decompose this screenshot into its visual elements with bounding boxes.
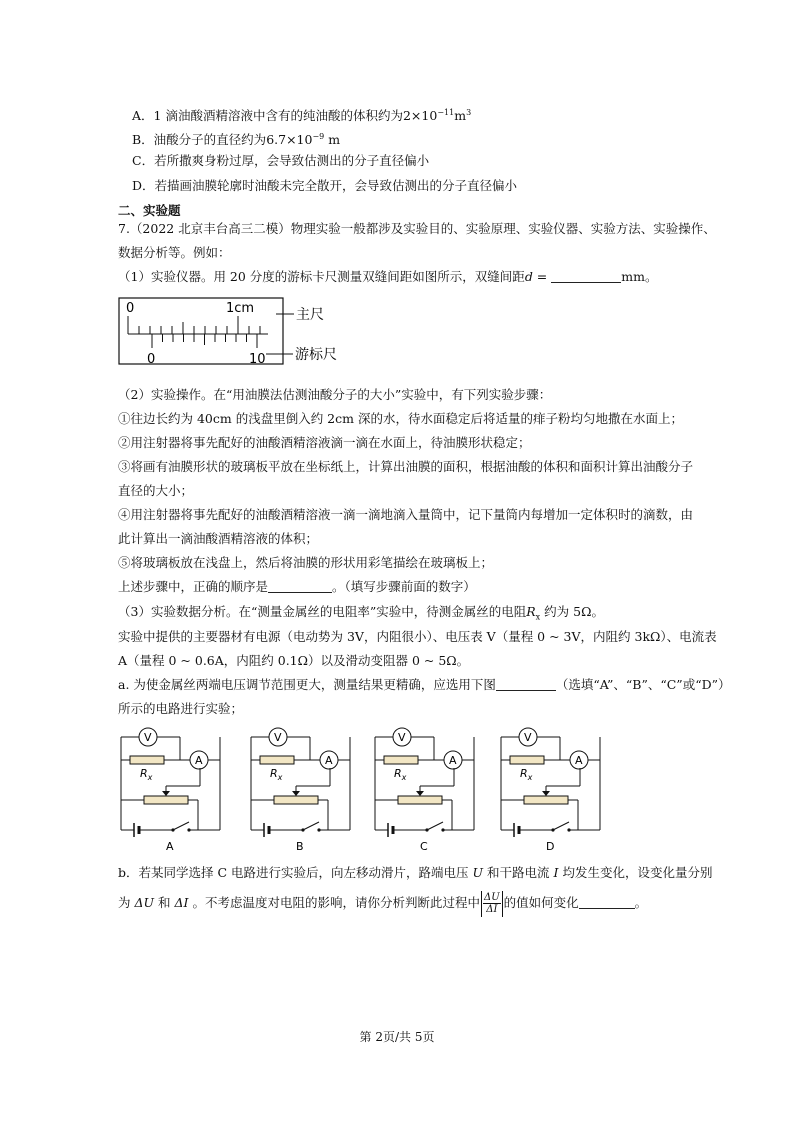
- main-scale-label: 主尺: [296, 307, 324, 323]
- vernier-10-label: 10: [249, 352, 266, 367]
- option-a-value: 2×10: [402, 108, 438, 124]
- ratio-denominator: ΔI: [486, 904, 498, 915]
- q7-question-b-text: b．若某同学选择 C 电路进行实验后，向左移动滑片，路端电压: [118, 865, 469, 880]
- voltmeter-label-a: V: [144, 731, 152, 744]
- page-footer: 第 2页/共 5页: [359, 1030, 435, 1044]
- q7-step1: ①往边长约为 40cm 的浅盘里倒入约 2cm 深的水，待水面稳定后将适量的痱子粉均匀地撒在水面上；: [118, 411, 683, 426]
- q7-part2-title: （2）实验操作。在“用油膜法估测油酸分子的大小”实验中，有下列实验步骤：: [118, 387, 552, 402]
- option-a-text: A．1 滴油酸酒精溶液中含有的纯油酸的体积约为: [132, 108, 403, 124]
- voltmeter-label-d: V: [524, 731, 532, 744]
- var-i: I: [553, 865, 559, 880]
- rx-label-c: $R_x$: [394, 767, 407, 782]
- q7-equipment-2: A（量程 0 ~ 0.6A，内阻约 0.1Ω）以及滑动变阻器 0 ~ 5Ω。: [118, 653, 470, 668]
- q7-question-b-1: [118, 864, 712, 882]
- option-a-exp: −11: [437, 108, 455, 117]
- q7-step3-b: 直径的大小；: [118, 483, 194, 498]
- q7-part2-ask: [118, 578, 476, 596]
- q7-step4-a: ④用注射器将事先配好的油酸酒精溶液一滴一滴地滴入量筒中，记下量筒内每增加一定体积时的滴数，由: [118, 507, 694, 522]
- q7-intro-1: 7.（2022 北京丰台高三二模）物理实验一般都涉及实验目的、实验原理、实验仪器、实验方法、实验操作、: [118, 221, 716, 236]
- circuit-label-d: D: [546, 840, 555, 853]
- circuit-a[interactable]: [121, 728, 220, 853]
- ammeter-label-c: A: [449, 754, 457, 767]
- ammeter-label-a: A: [195, 754, 203, 767]
- option-b-text: B．油酸分子的直径约为: [132, 132, 267, 148]
- option-c: C．若所撒爽身粉过厚，会导致估测出的分子直径偏小: [132, 153, 430, 168]
- q7-question-b-2-mid: 。不考虑温度对电阻的影响，请你分析判断此过程中: [192, 895, 480, 910]
- circuit-label-c: C: [420, 840, 428, 853]
- q7-step4-b: 此计算出一滴油酸酒精溶液的体积；: [118, 531, 319, 546]
- ratio-fraction: [483, 892, 501, 915]
- vernier-caliper-figure: [108, 292, 368, 372]
- abs-right-bar: [502, 891, 503, 917]
- q7-step2: ②用注射器将事先配好的油酸酒精溶液滴一滴在水面上，待油膜形状稳定；: [118, 435, 531, 450]
- q7-question-b-tail: 均发生变化，设变化量分别: [562, 865, 713, 880]
- q7-part1: [118, 268, 657, 286]
- rx-label-a: $R_x$: [140, 767, 153, 782]
- q7-question-b-2-end: 。: [634, 895, 648, 910]
- q7-part1-var: d: [524, 269, 533, 284]
- q7-step5: ⑤将玻璃板放在浅盘上，然后将油膜的形状用彩笔描绘在玻璃板上；: [118, 555, 494, 570]
- q7-intro-2: 数据分析等。例如：: [118, 245, 231, 260]
- voltmeter-label-b: V: [274, 731, 282, 744]
- delta-u: ΔU: [134, 895, 155, 910]
- option-b-unit: m: [328, 132, 341, 148]
- option-b: [132, 128, 340, 149]
- circuit-d[interactable]: [501, 728, 600, 853]
- q7-question-a-text: a. 为使金属丝两端电压调节范围更大，测量结果更精确，应选用下图: [118, 677, 496, 692]
- circuit-label-a: A: [166, 840, 174, 853]
- section-title: 二、实验题: [118, 203, 181, 218]
- q7-part3-text: （3）实验数据分析。在“测量金属丝的电阻率”实验中，待测金属丝的电阻: [118, 604, 527, 619]
- and-text: 和: [154, 895, 175, 910]
- option-d: D．若描画油膜轮廓时油酸未完全散开，会导致估测出的分子直径偏小: [132, 178, 518, 193]
- q7-question-a: [118, 676, 731, 694]
- q7-part3-tail: 约为 5Ω。: [544, 604, 604, 619]
- ratio-numerator: ΔU: [483, 892, 500, 903]
- option-b-value: 6.7×10: [266, 132, 313, 148]
- q7-question-b-mid: 和干路电流: [487, 865, 550, 880]
- var-u: U: [472, 865, 484, 880]
- main-scale-1cm-label: 1cm: [226, 301, 255, 316]
- option-b-exp: −9: [312, 132, 325, 141]
- ammeter-label-b: A: [325, 754, 333, 767]
- answer-blank-d[interactable]: [551, 270, 621, 283]
- q7-question-b-2-text: 为: [118, 895, 131, 910]
- option-a-unit-exp: 3: [466, 108, 472, 117]
- main-scale-0-label: 0: [126, 301, 135, 316]
- q7-part2-ask-tail: 。（填写步骤前面的数字）: [332, 579, 476, 594]
- answer-blank-order[interactable]: [268, 580, 332, 593]
- q7-part1-text: （1）实验仪器。用 20 分度的游标卡尺测量双缝间距如图所示，双缝间距: [118, 269, 525, 284]
- ammeter-label-d: A: [575, 754, 583, 767]
- delta-i: ΔI: [174, 895, 189, 910]
- q7-part1-unit: mm。: [621, 269, 658, 284]
- q7-step3-a: ③将画有油膜形状的玻璃板平放在坐标纸上，计算出油膜的面积，根据油酸的体积和面积计算出油酸分子: [118, 459, 694, 474]
- q7-part3-sub: x: [535, 612, 541, 622]
- option-a: [132, 104, 471, 125]
- q7-question-b-2: [118, 888, 647, 918]
- rx-label-b: $R_x$: [270, 767, 283, 782]
- q7-question-a-tail: （选填“A”、“B”、“C”或“D”）: [555, 677, 731, 692]
- q7-part3-var: R: [526, 604, 536, 619]
- circuit-diagrams: [108, 722, 608, 854]
- q7-part2-ask-text: 上述步骤中，正确的顺序是: [118, 579, 269, 594]
- vernier-0-label: 0: [147, 352, 156, 367]
- option-a-unit: m: [454, 108, 467, 124]
- q7-question-b-2-tail: 的值如何变化: [503, 895, 579, 910]
- rx-label-d: $R_x$: [520, 767, 533, 782]
- answer-blank-ratio[interactable]: [579, 896, 635, 909]
- circuit-c[interactable]: [375, 728, 474, 853]
- q7-part1-eq: =: [532, 269, 552, 284]
- voltmeter-label-c: V: [398, 731, 406, 744]
- answer-blank-circuit[interactable]: [496, 678, 556, 691]
- vernier-label: 游标尺: [295, 347, 337, 363]
- circuit-label-b: B: [296, 840, 304, 853]
- abs-left-bar: [481, 891, 482, 917]
- main-scale-ticks: [128, 316, 260, 334]
- circuit-b[interactable]: [251, 728, 350, 853]
- vernier-scale-ticks: [152, 334, 257, 348]
- q7-part3: [118, 603, 604, 627]
- q7-question-a-2: 所示的电路进行实验；: [118, 701, 244, 716]
- q7-equipment-1: 实验中提供的主要器材有电源（电动势为 3V，内阻很小）、电压表 V（量程 0 ~ 3V，内阻约 3kΩ）、电流表: [118, 629, 717, 644]
